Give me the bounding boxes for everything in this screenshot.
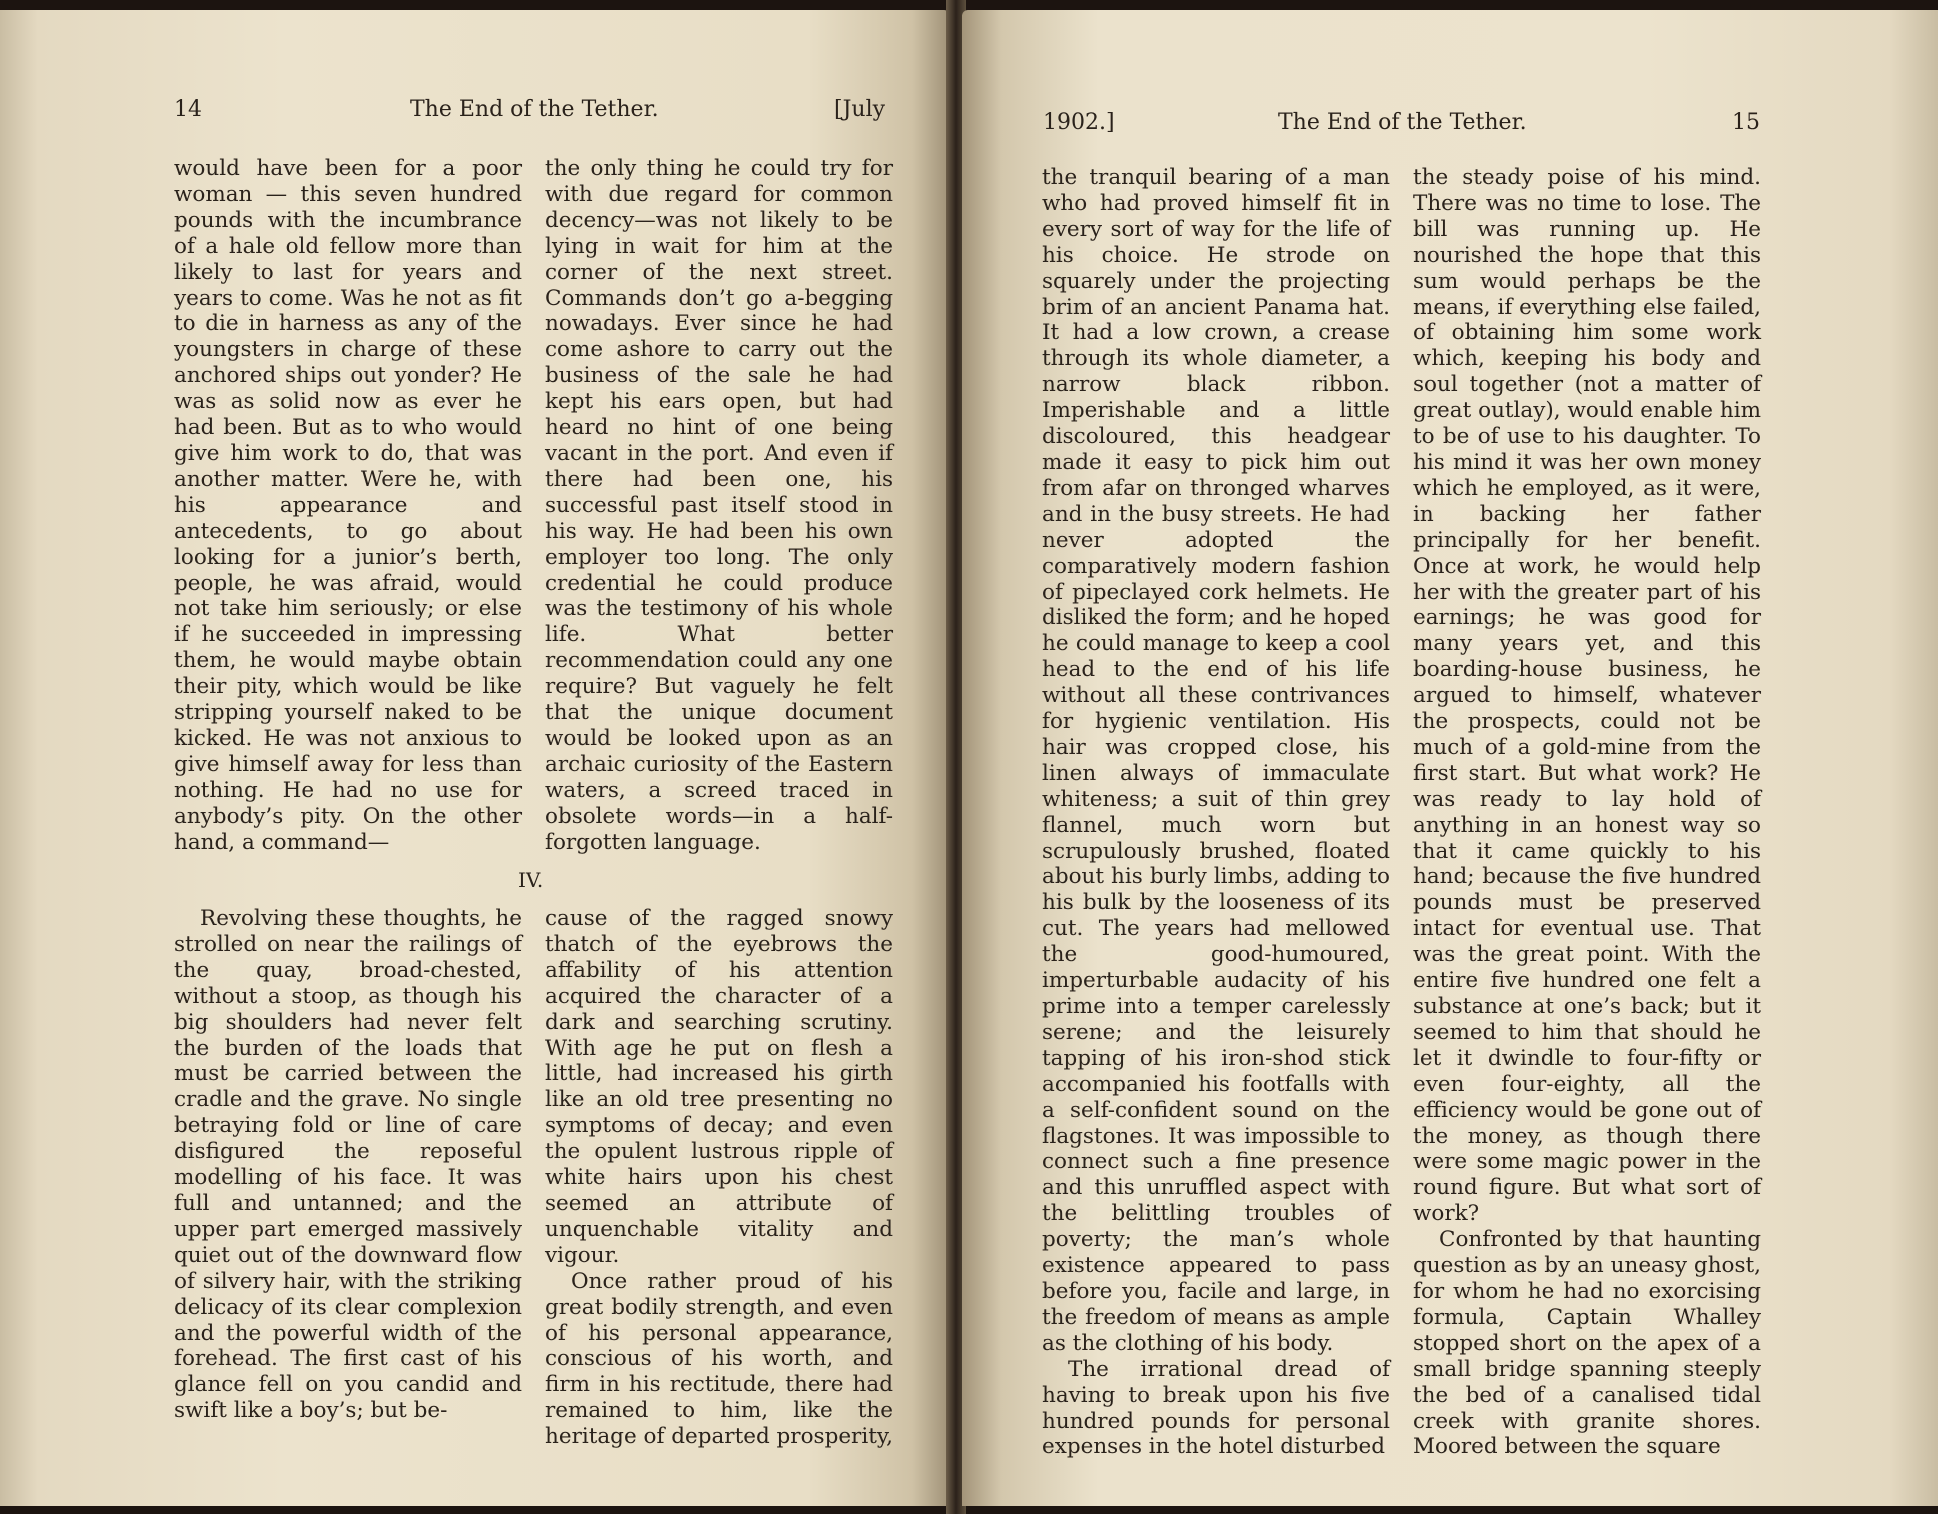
left-col2-top xyxy=(545,156,893,855)
left-page xyxy=(0,10,950,1506)
paragraph: The irrational dread of having to break upon his five hundred pounds for personal expenses in the hotel disturbed xyxy=(1042,1356,1390,1460)
paragraph: would have been for a poor woman — this seven hundred pounds with the incumbrance of a hale old fellow more than likely to last for years and years to come. Was he not as fit to die in harness as any of the youngsters in charge of these anchored ships out yonder? He was as solid now as ever he had been. But as to who would give him work to do, that was another matter. Were he, with his appearance and antecedents, to go about looking for a junior’s berth, people, he was afraid, would not take him seriously; or else if he succeeded in impressing them, he would maybe obtain their pity, which would be like stripping yourself naked to be kicked. He was not anxious to give himself away for less than nothing. He had no use for anybody’s pity. On the other hand, a command— xyxy=(174,156,522,855)
right-col2 xyxy=(1413,165,1761,1460)
left-col2-bottom xyxy=(545,906,893,1450)
right-col1 xyxy=(1042,165,1390,1460)
paragraph: the tranquil bearing of a man who had proved himself fit in every sort of way for the life of his choice. He strode on squarely under the projecting brim of an ancient Panama hat. It had a low crown, a crease through its whole diameter, a narrow black ribbon. Imperishable and a little discoloured, this headgear made it easy to pick him out from afar on thronged wharves and in the busy streets. He had never adopted the comparatively modern fashion of pipeclayed cork helmets. He disliked the form; and he hoped he could manage to keep a cool head to the end of his life without all these contrivances for hygienic ventilation. His hair was cropped close, his linen always of immaculate whiteness; a suit of thin grey flannel, much worn but scrupulously brushed, floated about his burly limbs, adding to his bulk by the looseness of its cut. The years had mellowed the good-humoured, imperturbable audacity of his prime into a temper carelessly serene; and the leisurely tapping of his iron-shod stick accompanied his footfalls with a self-confident sound on the flagstones. It was impossible to connect such a fine presence and this unruffled aspect with the belittling troubles of poverty; the man’s whole existence appeared to pass before you, facile and large, in the freedom of means as ample as the clothing of his body. xyxy=(1042,165,1390,1356)
paragraph: Confronted by that haunting question as by an uneasy ghost, for whom he had no exorcising formula, Captain Whalley stopped short on the apex of a small bridge spanning steeply the bed of a canalised tidal creek with granite shores. Moored between the square xyxy=(1413,1227,1761,1460)
left-month: [July xyxy=(834,97,886,122)
right-page-number: 15 xyxy=(1732,110,1760,135)
paragraph: the steady poise of his mind. There was no time to lose. The bill was running up. He nourished the hope that this sum would perhaps be the means, if everything else failed, of obtaining him some work which, keeping his body and soul together (not a matter of great outlay), would enable him to be of use to his daughter. To his mind it was her own money which he employed, as it were, in backing her father principally for her benefit. Once at work, he would help her with the greater part of his earnings; he was good for many years yet, and this boarding-house business, he argued to himself, whatever the prospects, could not be much of a gold-mine from the first start. But what work? He was ready to lay hold of anything in an honest way so that it came quickly to his hand; because the five hundred pounds must be preserved intact for eventual use. That was the great point. With the entire five hundred one felt a substance at one’s back; but it seemed to him that should he let it dwindle to four-fifty or even four-eighty, all the efficiency would be gone out of the money, as though there were some magic power in the round figure. But what sort of work? xyxy=(1413,165,1762,1227)
paragraph: cause of the ragged snowy thatch of the eyebrows the affability of his attention acquired the character of a dark and searching scrutiny. With age he put on flesh a little, had increased his girth like an old tree presenting no symptoms of decay; and even the opulent lustrous ripple of white hairs upon his chest seemed an attribute of unquenchable vitality and vigour. xyxy=(545,906,893,1268)
right-page xyxy=(962,10,1938,1506)
right-year: 1902.] xyxy=(1043,110,1115,135)
section-heading: IV. xyxy=(518,868,544,892)
left-running-title: The End of the Tether. xyxy=(410,97,659,122)
right-running-title: The End of the Tether. xyxy=(1278,110,1527,135)
left-page-number: 14 xyxy=(174,97,202,122)
paragraph: Revolving these thoughts, he strolled on near the railings of the quay, broad-chested, without a stoop, as though his big shoulders had never felt the burden of the loads that must be carried between the cradle and the grave. No single betraying fold or line of care disfigured the reposeful modelling of his face. It was full and untanned; and the upper part emerged massively quiet out of the downward flow of silvery hair, with the striking delicacy of its clear complexion and the powerful width of the forehead. The first cast of his glance fell on you candid and swift like a boy’s; but be- xyxy=(174,906,522,1424)
paragraph: Once rather proud of his great bodily strength, and even of his personal appearance, conscious of his worth, and firm in his rectitude, there had remained to him, like the heritage of departed prosperity, xyxy=(545,1268,893,1450)
paragraph: the only thing he could try for with due regard for common decency—was not likely to be lying in wait for him at the corner of the next street. Commands don’t go a-begging nowadays. Ever since he had come ashore to carry out the business of the sale he had kept his ears open, but had heard no hint of one being vacant in the port. And even if there had been one, his successful past itself stood in his way. He had been his own employer too long. The only credential he could produce was the testimony of his whole life. What better recommendation could any one require? But vaguely he felt that the unique document would be looked upon as an archaic curiosity of the Eastern waters, a screed traced in obsolete words—in a half-forgotten language. xyxy=(545,156,893,855)
left-col1-top xyxy=(174,156,522,855)
left-col1-bottom xyxy=(174,906,522,1424)
